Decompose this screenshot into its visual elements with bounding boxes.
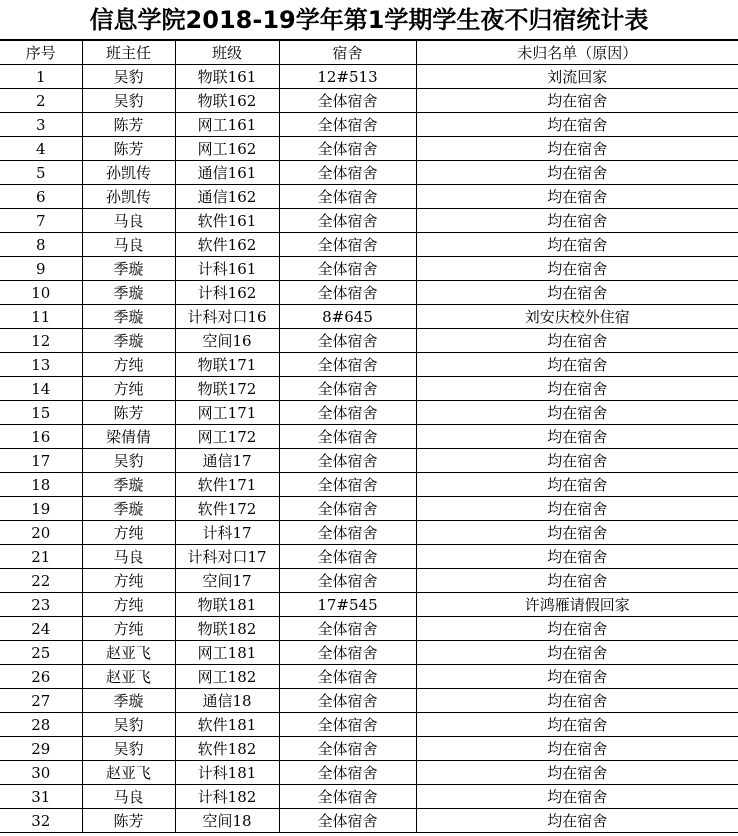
absent-list-cell[interactable]: 均在宿舍 <box>416 233 738 257</box>
table-row <box>0 593 738 617</box>
class-cell[interactable]: 计科162 <box>175 281 279 305</box>
dorm-cell[interactable]: 17#545 <box>279 593 416 617</box>
table-row <box>0 761 738 785</box>
absent-list-cell[interactable]: 均在宿舍 <box>416 137 738 161</box>
absent-list-cell[interactable]: 均在宿舍 <box>416 185 738 209</box>
dorm-cell[interactable]: 全体宿舍 <box>279 545 416 569</box>
serial-cell[interactable]: 10 <box>0 281 82 305</box>
absent-list-cell[interactable]: 均在宿舍 <box>416 641 738 665</box>
serial-cell[interactable]: 32 <box>0 809 82 833</box>
table-row <box>0 209 738 233</box>
table-row <box>0 353 738 377</box>
teacher-cell[interactable]: 吴豹 <box>82 449 175 473</box>
teacher-cell[interactable]: 方纯 <box>82 377 175 401</box>
teacher-cell[interactable]: 方纯 <box>82 569 175 593</box>
class-cell[interactable]: 网工172 <box>175 425 279 449</box>
teacher-cell[interactable]: 季璇 <box>82 689 175 713</box>
class-cell[interactable]: 网工171 <box>175 401 279 425</box>
dorm-cell[interactable]: 8#645 <box>279 305 416 329</box>
table-row <box>0 713 738 737</box>
serial-cell[interactable]: 19 <box>0 497 82 521</box>
teacher-cell[interactable]: 季璇 <box>82 497 175 521</box>
dorm-cell[interactable]: 全体宿舍 <box>279 425 416 449</box>
dorm-cell[interactable]: 全体宿舍 <box>279 257 416 281</box>
header-absent-list[interactable]: 未归名单（原因） <box>416 41 738 65</box>
absent-list-cell[interactable]: 均在宿舍 <box>416 809 738 833</box>
class-cell[interactable]: 软件162 <box>175 233 279 257</box>
table-row <box>0 521 738 545</box>
absent-list-cell[interactable]: 刘安庆校外住宿 <box>416 305 738 329</box>
table-row <box>0 137 738 161</box>
absent-list-cell[interactable]: 均在宿舍 <box>416 89 738 113</box>
teacher-cell[interactable]: 马良 <box>82 545 175 569</box>
class-cell[interactable]: 计科对口17 <box>175 545 279 569</box>
header-class[interactable]: 班级 <box>175 41 279 65</box>
teacher-cell[interactable]: 季璇 <box>82 473 175 497</box>
teacher-cell[interactable]: 陈芳 <box>82 809 175 833</box>
serial-cell[interactable]: 17 <box>0 449 82 473</box>
header-row <box>0 41 738 65</box>
absent-list-cell[interactable]: 均在宿舍 <box>416 473 738 497</box>
serial-cell[interactable]: 16 <box>0 425 82 449</box>
teacher-cell[interactable]: 季璇 <box>82 305 175 329</box>
dorm-cell[interactable]: 全体宿舍 <box>279 713 416 737</box>
absent-list-cell[interactable]: 均在宿舍 <box>416 425 738 449</box>
teacher-cell[interactable]: 马良 <box>82 209 175 233</box>
class-cell[interactable]: 软件171 <box>175 473 279 497</box>
class-cell[interactable]: 计科181 <box>175 761 279 785</box>
table-row <box>0 689 738 713</box>
serial-cell[interactable]: 23 <box>0 593 82 617</box>
teacher-cell[interactable]: 梁倩倩 <box>82 425 175 449</box>
class-cell[interactable]: 软件172 <box>175 497 279 521</box>
teacher-cell[interactable]: 吴豹 <box>82 89 175 113</box>
table-row <box>0 233 738 257</box>
dorm-cell[interactable]: 全体宿舍 <box>279 353 416 377</box>
absent-list-cell[interactable]: 均在宿舍 <box>416 521 738 545</box>
dorm-cell[interactable]: 全体宿舍 <box>279 233 416 257</box>
absent-list-cell[interactable]: 刘流回家 <box>416 65 738 89</box>
table-row <box>0 569 738 593</box>
serial-cell[interactable]: 4 <box>0 137 82 161</box>
teacher-cell[interactable]: 方纯 <box>82 353 175 377</box>
absent-list-cell[interactable]: 均在宿舍 <box>416 545 738 569</box>
class-cell[interactable]: 软件182 <box>175 737 279 761</box>
table-row <box>0 497 738 521</box>
teacher-cell[interactable]: 赵亚飞 <box>82 665 175 689</box>
table-row <box>0 377 738 401</box>
class-cell[interactable]: 空间16 <box>175 329 279 353</box>
serial-cell[interactable]: 14 <box>0 377 82 401</box>
table-row <box>0 737 738 761</box>
serial-cell[interactable]: 12 <box>0 329 82 353</box>
teacher-cell[interactable]: 吴豹 <box>82 713 175 737</box>
serial-cell[interactable]: 24 <box>0 617 82 641</box>
absent-list-cell[interactable]: 均在宿舍 <box>416 497 738 521</box>
table-row <box>0 257 738 281</box>
teacher-cell[interactable]: 方纯 <box>82 593 175 617</box>
dorm-cell[interactable]: 全体宿舍 <box>279 497 416 521</box>
class-cell[interactable]: 通信162 <box>175 185 279 209</box>
class-cell[interactable]: 通信18 <box>175 689 279 713</box>
class-cell[interactable]: 网工182 <box>175 665 279 689</box>
class-cell[interactable]: 物联171 <box>175 353 279 377</box>
dorm-cell[interactable]: 全体宿舍 <box>279 737 416 761</box>
absent-list-cell[interactable]: 均在宿舍 <box>416 569 738 593</box>
table-row <box>0 113 738 137</box>
table-row <box>0 401 738 425</box>
dorm-cell[interactable]: 全体宿舍 <box>279 137 416 161</box>
serial-cell[interactable]: 25 <box>0 641 82 665</box>
teacher-cell[interactable]: 孙凯传 <box>82 161 175 185</box>
serial-cell[interactable]: 15 <box>0 401 82 425</box>
absent-list-cell[interactable]: 许鸿雁请假回家 <box>416 593 738 617</box>
class-cell[interactable]: 网工181 <box>175 641 279 665</box>
serial-cell[interactable]: 5 <box>0 161 82 185</box>
class-cell[interactable]: 空间17 <box>175 569 279 593</box>
table-row <box>0 617 738 641</box>
table-row <box>0 89 738 113</box>
absent-list-cell[interactable]: 均在宿舍 <box>416 281 738 305</box>
serial-cell[interactable]: 21 <box>0 545 82 569</box>
serial-cell[interactable]: 9 <box>0 257 82 281</box>
teacher-cell[interactable]: 方纯 <box>82 521 175 545</box>
table-row <box>0 641 738 665</box>
dorm-cell[interactable]: 12#513 <box>279 65 416 89</box>
class-cell[interactable]: 空间18 <box>175 809 279 833</box>
dorm-cell[interactable]: 全体宿舍 <box>279 761 416 785</box>
teacher-cell[interactable]: 孙凯传 <box>82 185 175 209</box>
dorm-cell[interactable]: 全体宿舍 <box>279 521 416 545</box>
serial-cell[interactable]: 7 <box>0 209 82 233</box>
header-dorm[interactable]: 宿舍 <box>279 41 416 65</box>
class-cell[interactable]: 物联181 <box>175 593 279 617</box>
class-cell[interactable]: 计科对口16 <box>175 305 279 329</box>
class-cell[interactable]: 软件181 <box>175 713 279 737</box>
class-cell[interactable]: 物联161 <box>175 65 279 89</box>
serial-cell[interactable]: 1 <box>0 65 82 89</box>
serial-cell[interactable]: 6 <box>0 185 82 209</box>
class-cell[interactable]: 通信17 <box>175 449 279 473</box>
absent-list-cell[interactable]: 均在宿舍 <box>416 209 738 233</box>
absent-list-cell[interactable]: 均在宿舍 <box>416 665 738 689</box>
absent-list-cell[interactable]: 均在宿舍 <box>416 617 738 641</box>
table-row <box>0 161 738 185</box>
teacher-cell[interactable]: 陈芳 <box>82 113 175 137</box>
class-cell[interactable]: 计科161 <box>175 257 279 281</box>
teacher-cell[interactable]: 赵亚飞 <box>82 641 175 665</box>
absent-list-cell[interactable]: 均在宿舍 <box>416 689 738 713</box>
serial-cell[interactable]: 29 <box>0 737 82 761</box>
table-row <box>0 329 738 353</box>
absent-list-cell[interactable]: 均在宿舍 <box>416 257 738 281</box>
class-cell[interactable]: 计科182 <box>175 785 279 809</box>
teacher-cell[interactable]: 马良 <box>82 233 175 257</box>
class-cell[interactable]: 软件161 <box>175 209 279 233</box>
serial-cell[interactable]: 26 <box>0 665 82 689</box>
dorm-cell[interactable]: 全体宿舍 <box>279 185 416 209</box>
dorm-cell[interactable]: 全体宿舍 <box>279 89 416 113</box>
serial-cell[interactable]: 2 <box>0 89 82 113</box>
table-row <box>0 65 738 89</box>
table-body <box>0 65 738 833</box>
absent-list-cell[interactable]: 均在宿舍 <box>416 761 738 785</box>
table-row <box>0 281 738 305</box>
serial-cell[interactable]: 8 <box>0 233 82 257</box>
absent-list-cell[interactable]: 均在宿舍 <box>416 161 738 185</box>
teacher-cell[interactable]: 方纯 <box>82 617 175 641</box>
serial-cell[interactable]: 11 <box>0 305 82 329</box>
serial-cell[interactable]: 18 <box>0 473 82 497</box>
teacher-cell[interactable]: 陈芳 <box>82 401 175 425</box>
dorm-cell[interactable]: 全体宿舍 <box>279 809 416 833</box>
table-row <box>0 545 738 569</box>
teacher-cell[interactable]: 马良 <box>82 785 175 809</box>
teacher-cell[interactable]: 季璇 <box>82 329 175 353</box>
table-row <box>0 473 738 497</box>
dorm-cell[interactable]: 全体宿舍 <box>279 641 416 665</box>
table-row <box>0 449 738 473</box>
teacher-cell[interactable]: 季璇 <box>82 281 175 305</box>
dormitory-table <box>0 40 738 833</box>
class-cell[interactable]: 网工162 <box>175 137 279 161</box>
class-cell[interactable]: 计科17 <box>175 521 279 545</box>
absent-list-cell[interactable]: 均在宿舍 <box>416 737 738 761</box>
absent-list-cell[interactable]: 均在宿舍 <box>416 377 738 401</box>
teacher-cell[interactable]: 吴豹 <box>82 737 175 761</box>
dorm-cell[interactable]: 全体宿舍 <box>279 281 416 305</box>
header-serial[interactable]: 序号 <box>0 41 82 65</box>
dorm-cell[interactable]: 全体宿舍 <box>279 665 416 689</box>
absent-list-cell[interactable]: 均在宿舍 <box>416 113 738 137</box>
table-row <box>0 809 738 833</box>
absent-list-cell[interactable]: 均在宿舍 <box>416 353 738 377</box>
serial-cell[interactable]: 28 <box>0 713 82 737</box>
table-row <box>0 665 738 689</box>
dorm-cell[interactable]: 全体宿舍 <box>279 113 416 137</box>
absent-list-cell[interactable]: 均在宿舍 <box>416 449 738 473</box>
dorm-cell[interactable]: 全体宿舍 <box>279 617 416 641</box>
header-teacher[interactable]: 班主任 <box>82 41 175 65</box>
serial-cell[interactable]: 3 <box>0 113 82 137</box>
absent-list-cell[interactable]: 均在宿舍 <box>416 785 738 809</box>
serial-cell[interactable]: 13 <box>0 353 82 377</box>
dorm-cell[interactable]: 全体宿舍 <box>279 329 416 353</box>
dorm-cell[interactable]: 全体宿舍 <box>279 401 416 425</box>
teacher-cell[interactable]: 季璇 <box>82 257 175 281</box>
dorm-cell[interactable]: 全体宿舍 <box>279 473 416 497</box>
dorm-cell[interactable]: 全体宿舍 <box>279 449 416 473</box>
dorm-cell[interactable]: 全体宿舍 <box>279 161 416 185</box>
dorm-cell[interactable]: 全体宿舍 <box>279 785 416 809</box>
sheet-title: 信息学院2018-19学年第1学期学生夜不归宿统计表 <box>0 0 738 40</box>
serial-cell[interactable]: 22 <box>0 569 82 593</box>
table-row <box>0 785 738 809</box>
serial-cell[interactable]: 30 <box>0 761 82 785</box>
absent-list-cell[interactable]: 均在宿舍 <box>416 401 738 425</box>
dorm-cell[interactable]: 全体宿舍 <box>279 569 416 593</box>
absent-list-cell[interactable]: 均在宿舍 <box>416 713 738 737</box>
serial-cell[interactable]: 31 <box>0 785 82 809</box>
absent-list-cell[interactable]: 均在宿舍 <box>416 329 738 353</box>
class-cell[interactable]: 物联172 <box>175 377 279 401</box>
table-row <box>0 305 738 329</box>
class-cell[interactable]: 网工161 <box>175 113 279 137</box>
dorm-cell[interactable]: 全体宿舍 <box>279 689 416 713</box>
teacher-cell[interactable]: 陈芳 <box>82 137 175 161</box>
serial-cell[interactable]: 20 <box>0 521 82 545</box>
teacher-cell[interactable]: 赵亚飞 <box>82 761 175 785</box>
class-cell[interactable]: 物联182 <box>175 617 279 641</box>
class-cell[interactable]: 通信161 <box>175 161 279 185</box>
dorm-cell[interactable]: 全体宿舍 <box>279 209 416 233</box>
table-row <box>0 425 738 449</box>
serial-cell[interactable]: 27 <box>0 689 82 713</box>
dorm-cell[interactable]: 全体宿舍 <box>279 377 416 401</box>
teacher-cell[interactable]: 吴豹 <box>82 65 175 89</box>
table-row <box>0 185 738 209</box>
class-cell[interactable]: 物联162 <box>175 89 279 113</box>
